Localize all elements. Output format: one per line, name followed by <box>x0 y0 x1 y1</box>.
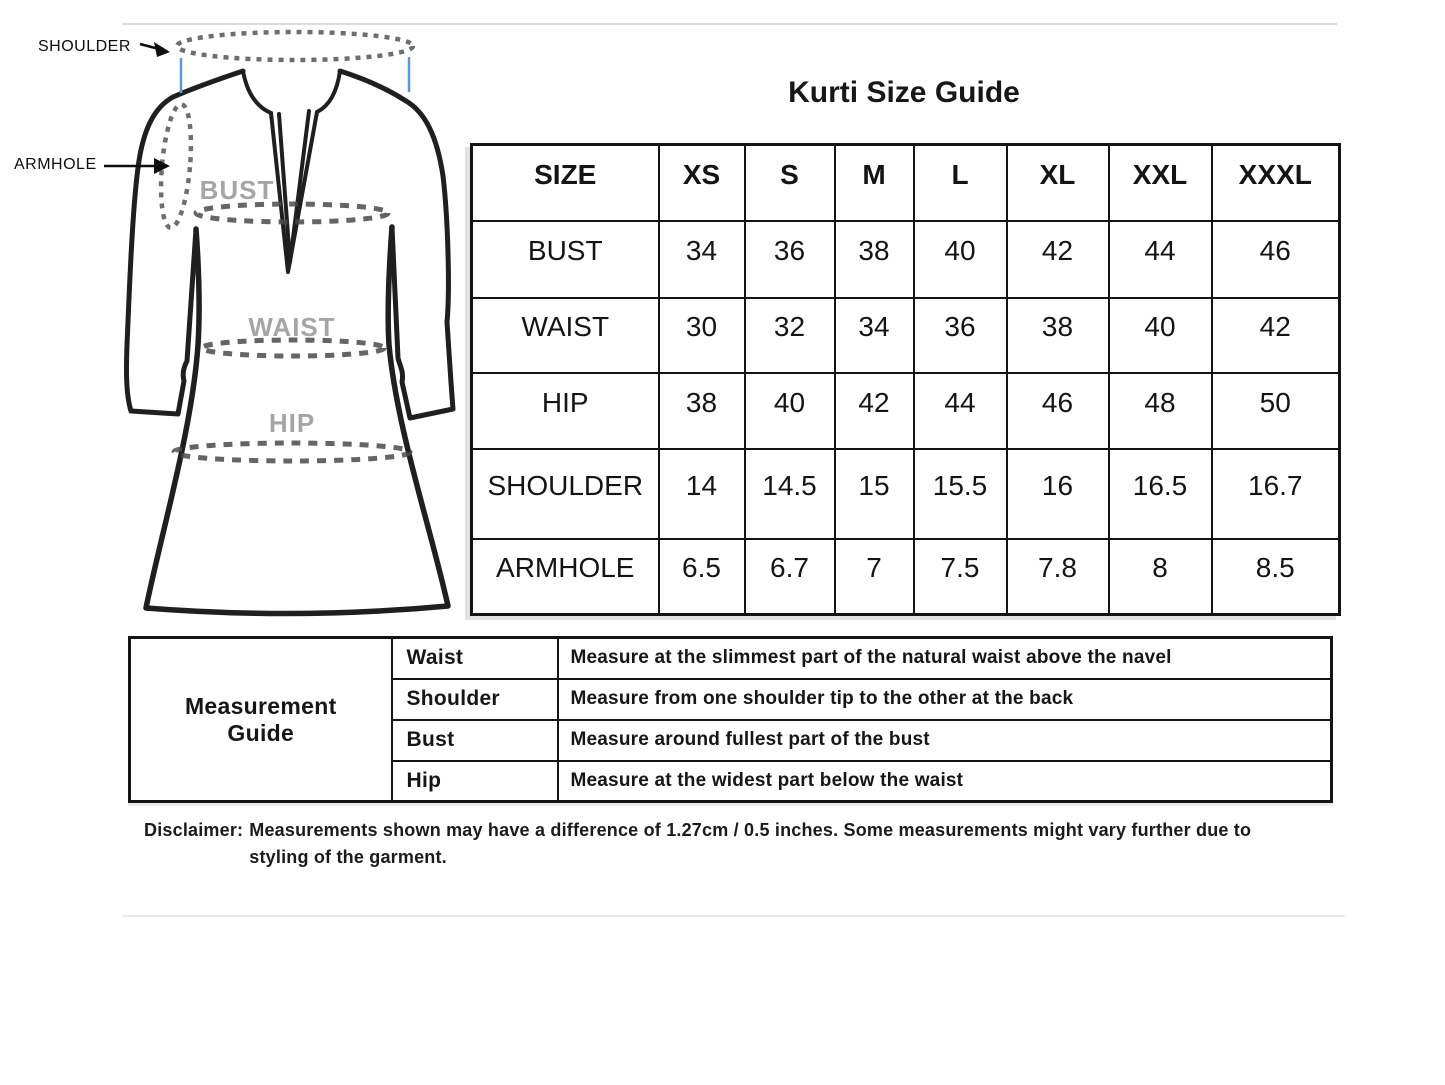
size-table-header-cell: L <box>914 145 1007 221</box>
size-table-cell: 16.5 <box>1109 449 1212 539</box>
size-table-cell: 38 <box>659 373 745 449</box>
measurement-guide-title: Measurement Guide <box>130 638 392 802</box>
measurement-guide-description: Measure from one shoulder tip to the other at the back <box>558 679 1332 720</box>
size-table-cell: 42 <box>1212 298 1340 373</box>
size-table-cell: 15 <box>835 449 914 539</box>
size-table-cell: 48 <box>1109 373 1212 449</box>
waist-measure-line <box>202 340 384 356</box>
size-table-row <box>472 539 1340 615</box>
disclaimer-text: Measurements shown may have a difference of 1.27cm / 0.5 inches. Some measurements might vary further due to styling of the garment. <box>249 820 1252 867</box>
size-table-cell: 40 <box>914 221 1007 298</box>
size-table-row-label: ARMHOLE <box>472 539 659 615</box>
size-table-cell: 40 <box>745 373 835 449</box>
measurement-guide-table <box>128 636 1333 803</box>
measurement-guide-description: Measure around fullest part of the bust <box>558 720 1332 761</box>
disclaimer-label: Disclaimer: <box>144 820 244 840</box>
page-title: Kurti Size Guide <box>788 76 1020 109</box>
measurement-guide-description: Measure at the widest part below the waist <box>558 761 1332 802</box>
size-table-cell: 40 <box>1109 298 1212 373</box>
size-table-cell: 44 <box>914 373 1007 449</box>
size-table-cell: 34 <box>659 221 745 298</box>
shoulder-arrow-icon <box>140 42 170 57</box>
shoulder-callout-label: SHOULDER <box>38 38 131 55</box>
size-table-cell: 8 <box>1109 539 1212 615</box>
waist-diagram-label: WAIST <box>248 312 336 342</box>
measurement-guide-row <box>130 638 1332 679</box>
measurement-guide-description: Measure at the slimmest part of the natural waist above the navel <box>558 638 1332 679</box>
size-table-header-row <box>472 145 1340 221</box>
size-table-cell: 16 <box>1007 449 1109 539</box>
size-table-cell: 7.5 <box>914 539 1007 615</box>
bust-measure-line <box>196 204 388 222</box>
size-table-cell: 46 <box>1007 373 1109 449</box>
size-table-cell: 6.5 <box>659 539 745 615</box>
hip-measure-line <box>174 443 410 461</box>
size-table-header-cell: S <box>745 145 835 221</box>
size-table-cell: 32 <box>745 298 835 373</box>
size-table-cell: 6.7 <box>745 539 835 615</box>
size-table-row <box>472 373 1340 449</box>
size-table <box>470 143 1341 616</box>
disclaimer <box>144 817 1340 871</box>
size-table-cell: 14.5 <box>745 449 835 539</box>
size-table-header-cell: XXL <box>1109 145 1212 221</box>
size-table-cell: 15.5 <box>914 449 1007 539</box>
size-table-row-label: WAIST <box>472 298 659 373</box>
size-table-row <box>472 298 1340 373</box>
size-table-header-cell: M <box>835 145 914 221</box>
size-table-row <box>472 449 1340 539</box>
armhole-callout-label: ARMHOLE <box>14 156 97 173</box>
size-table-cell: 7.8 <box>1007 539 1109 615</box>
size-table-row <box>472 221 1340 298</box>
size-table-cell: 36 <box>914 298 1007 373</box>
size-table-cell: 16.7 <box>1212 449 1340 539</box>
size-table-cell: 14 <box>659 449 745 539</box>
bottom-divider-line <box>122 915 1345 917</box>
size-table-body <box>472 221 1340 615</box>
size-table-cell: 7 <box>835 539 914 615</box>
size-table-row-label: HIP <box>472 373 659 449</box>
size-table-cell: 36 <box>745 221 835 298</box>
size-table-cell: 38 <box>835 221 914 298</box>
size-table-row-label: SHOULDER <box>472 449 659 539</box>
size-table-header-cell: SIZE <box>472 145 659 221</box>
size-table-cell: 42 <box>835 373 914 449</box>
size-table-cell: 50 <box>1212 373 1340 449</box>
size-table-header-cell: XS <box>659 145 745 221</box>
measurement-guide-label: Waist <box>392 638 558 679</box>
size-table-header-cell: XL <box>1007 145 1109 221</box>
measurement-guide-label: Shoulder <box>392 679 558 720</box>
measurement-guide-label: Bust <box>392 720 558 761</box>
size-table-row-label: BUST <box>472 221 659 298</box>
size-table-header-cell: XXXL <box>1212 145 1340 221</box>
size-table-cell: 42 <box>1007 221 1109 298</box>
bust-diagram-label: BUST <box>199 175 275 205</box>
size-table-cell: 34 <box>835 298 914 373</box>
hip-diagram-label: HIP <box>268 408 316 438</box>
size-table-cell: 38 <box>1007 298 1109 373</box>
size-table-cell: 46 <box>1212 221 1340 298</box>
size-table-cell: 44 <box>1109 221 1212 298</box>
size-table-cell: 30 <box>659 298 745 373</box>
size-table-cell: 8.5 <box>1212 539 1340 615</box>
measurement-guide-label: Hip <box>392 761 558 802</box>
kurti-diagram <box>0 0 470 645</box>
shoulder-measure-ellipse <box>177 32 413 60</box>
measurement-guide-body <box>130 638 1332 802</box>
